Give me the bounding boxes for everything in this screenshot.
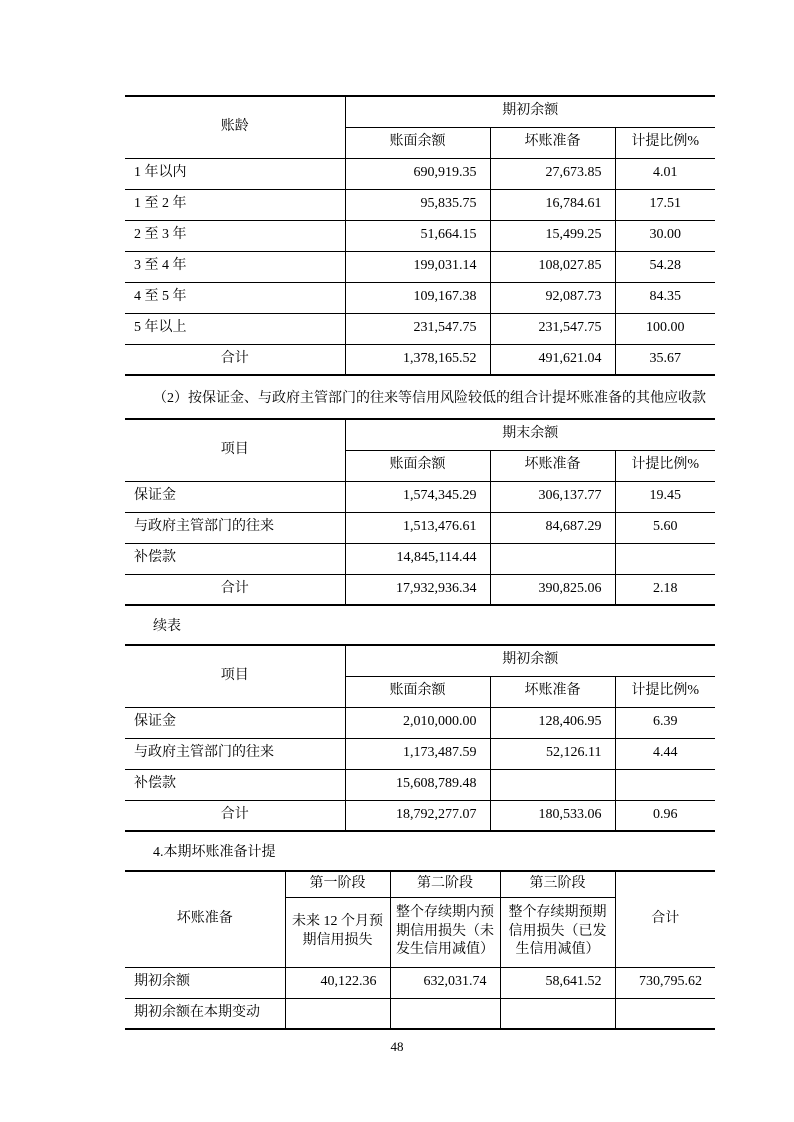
bad-debt-provision-cell: 231,547.75 [490,313,615,344]
row-label-cell: 与政府主管部门的往来 [125,738,345,769]
stage-provision-table [125,870,715,1030]
bad-debt-provision-cell [490,543,615,574]
book-balance-cell: 1,574,345.29 [345,481,490,512]
group-header-cell: 期初余额 [345,645,715,676]
page-number: 48 [390,1039,404,1054]
table-header-row [125,96,715,127]
provision-ratio-cell: 35.67 [615,344,715,375]
stage-description-cell: 未来 12 个月预期信用损失 [285,897,390,967]
row-label-cell: 保证金 [125,481,345,512]
row-label-cell: 4 至 5 年 [125,282,345,313]
table-header-row [125,871,715,897]
row-label-cell: 3 至 4 年 [125,251,345,282]
stage-header-cell: 第一阶段 [285,871,390,897]
table-row [125,313,715,344]
column-header-cell: 坏账准备 [490,127,615,158]
stage-header-cell: 第二阶段 [390,871,500,897]
book-balance-cell: 1,378,165.52 [345,344,490,375]
book-balance-cell: 14,845,114.44 [345,543,490,574]
stage-header-cell: 第三阶段 [500,871,615,897]
book-balance-cell: 15,608,789.48 [345,769,490,800]
page-content [125,95,715,1030]
note-2-text: （2）按保证金、与政府主管部门的往来等信用风险较低的组合计提坏账准备的其他应收款 [153,391,706,406]
total-value-cell [615,998,715,1029]
bad-debt-provision-cell: 52,126.11 [490,738,615,769]
column-header-cell: 账面余额 [345,676,490,707]
table-header-row [125,645,715,676]
table-row [125,738,715,769]
provision-ratio-cell [615,543,715,574]
bad-debt-provision-cell [490,769,615,800]
aging-table [125,95,715,376]
total-value-cell: 730,795.62 [615,967,715,998]
provision-ratio-cell: 2.18 [615,574,715,605]
note-4-heading: 4.本期坏账准备计提 [153,845,276,860]
table-total-row [125,344,715,375]
provision-ratio-cell: 84.35 [615,282,715,313]
bad-debt-provision-cell: 15,499.25 [490,220,615,251]
stage2-value-cell [390,998,500,1029]
period-end-table [125,418,715,606]
provision-ratio-cell: 4.01 [615,158,715,189]
bad-debt-provision-cell: 306,137.77 [490,481,615,512]
stage1-value-cell: 40,122.36 [285,967,390,998]
stage3-value-cell [500,998,615,1029]
book-balance-cell: 1,513,476.61 [345,512,490,543]
book-balance-cell: 2,010,000.00 [345,707,490,738]
total-label-cell: 合计 [125,800,345,831]
corner-header-cell: 项目 [125,419,345,481]
table-row [125,967,715,998]
bad-debt-provision-cell: 108,027.85 [490,251,615,282]
row-label-cell: 与政府主管部门的往来 [125,512,345,543]
column-header-cell: 计提比例% [615,127,715,158]
bad-debt-provision-cell: 390,825.06 [490,574,615,605]
book-balance-cell: 109,167.38 [345,282,490,313]
column-header-cell: 账面余额 [345,127,490,158]
provision-ratio-cell: 100.00 [615,313,715,344]
table-row [125,481,715,512]
provision-ratio-cell: 4.44 [615,738,715,769]
table-row [125,707,715,738]
column-header-cell: 账面余额 [345,450,490,481]
stage-description-cell: 整个存续期内预期信用损失（未发生信用减值） [390,897,500,967]
book-balance-cell: 231,547.75 [345,313,490,344]
bad-debt-provision-cell: 128,406.95 [490,707,615,738]
column-header-cell: 坏账准备 [490,676,615,707]
table-row [125,998,715,1029]
table-total-row [125,574,715,605]
total-label-cell: 合计 [125,574,345,605]
bad-debt-provision-cell: 92,087.73 [490,282,615,313]
stage1-value-cell [285,998,390,1029]
book-balance-cell: 690,919.35 [345,158,490,189]
table-total-row [125,800,715,831]
bad-debt-provision-cell: 180,533.06 [490,800,615,831]
continued-label: 续表 [153,619,181,634]
corner-header-cell: 坏账准备 [125,871,285,967]
book-balance-cell: 51,664.15 [345,220,490,251]
row-label-cell: 1 年以内 [125,158,345,189]
provision-ratio-cell: 54.28 [615,251,715,282]
bad-debt-provision-cell: 27,673.85 [490,158,615,189]
table-row [125,769,715,800]
provision-ratio-cell: 30.00 [615,220,715,251]
row-label-cell: 保证金 [125,707,345,738]
book-balance-cell: 199,031.14 [345,251,490,282]
row-label-cell: 期初余额在本期变动 [125,998,285,1029]
period-begin-table [125,644,715,832]
group-header-cell: 期末余额 [345,419,715,450]
table-row [125,158,715,189]
bad-debt-provision-cell: 491,621.04 [490,344,615,375]
table-row [125,282,715,313]
row-label-cell: 2 至 3 年 [125,220,345,251]
table-row [125,220,715,251]
corner-header-cell: 账龄 [125,96,345,158]
stage-description-cell: 整个存续期预期信用损失（已发生信用减值） [500,897,615,967]
bad-debt-provision-cell: 16,784.61 [490,189,615,220]
provision-ratio-cell: 19.45 [615,481,715,512]
stage3-value-cell: 58,641.52 [500,967,615,998]
column-header-cell: 计提比例% [615,676,715,707]
column-header-cell: 坏账准备 [490,450,615,481]
group-header-cell: 期初余额 [345,96,715,127]
book-balance-cell: 17,932,936.34 [345,574,490,605]
row-label-cell: 期初余额 [125,967,285,998]
provision-ratio-cell: 0.96 [615,800,715,831]
row-label-cell: 补偿款 [125,769,345,800]
row-label-cell: 1 至 2 年 [125,189,345,220]
book-balance-cell: 1,173,487.59 [345,738,490,769]
provision-ratio-cell: 17.51 [615,189,715,220]
book-balance-cell: 95,835.75 [345,189,490,220]
provision-ratio-cell: 5.60 [615,512,715,543]
table-row [125,189,715,220]
stage2-value-cell: 632,031.74 [390,967,500,998]
table-row [125,251,715,282]
row-label-cell: 5 年以上 [125,313,345,344]
table-row [125,512,715,543]
row-label-cell: 补偿款 [125,543,345,574]
total-header-cell: 合计 [615,871,715,967]
column-header-cell: 计提比例% [615,450,715,481]
total-label-cell: 合计 [125,344,345,375]
table-row [125,543,715,574]
table-header-row [125,419,715,450]
corner-header-cell: 项目 [125,645,345,707]
provision-ratio-cell: 6.39 [615,707,715,738]
bad-debt-provision-cell: 84,687.29 [490,512,615,543]
book-balance-cell: 18,792,277.07 [345,800,490,831]
provision-ratio-cell [615,769,715,800]
